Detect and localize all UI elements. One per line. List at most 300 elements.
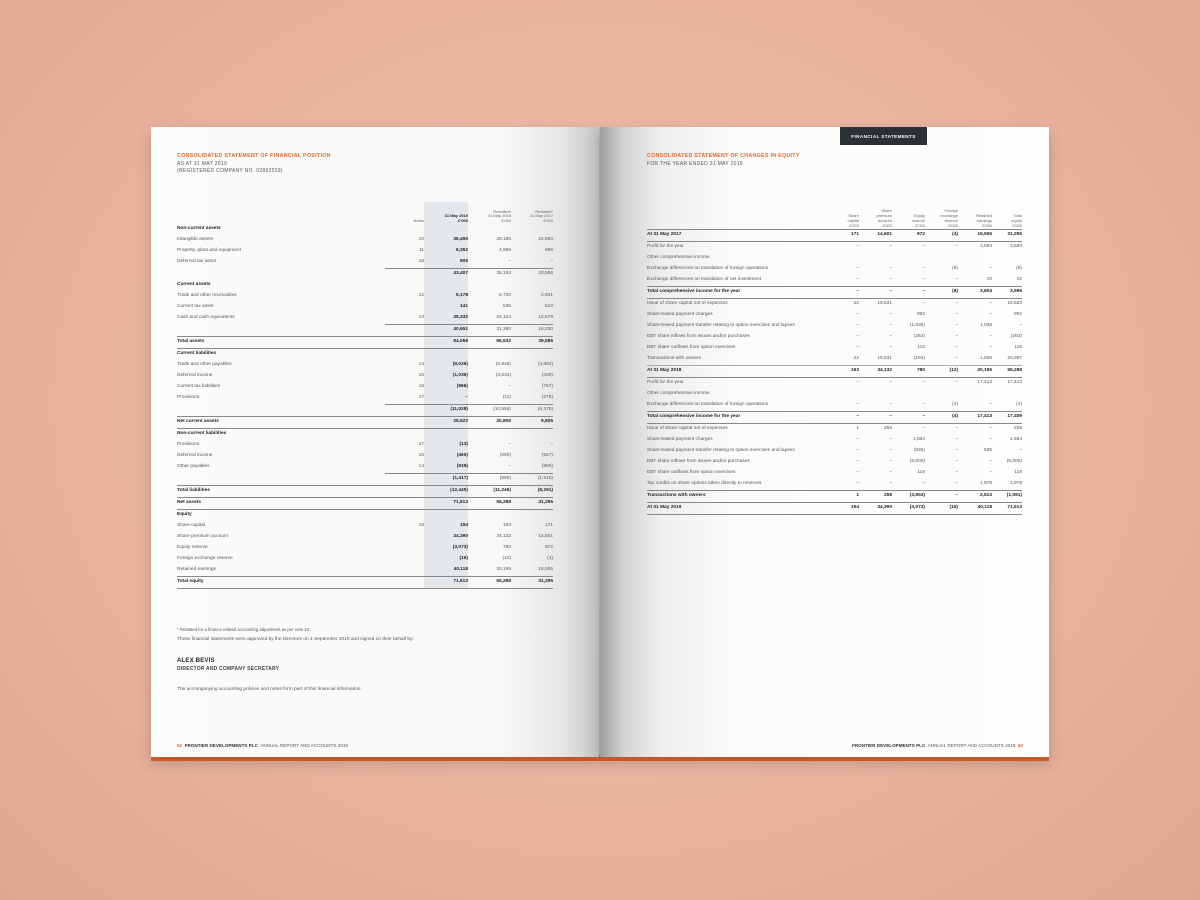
row-label: Profit for the year: [647, 243, 684, 249]
row-value: (1,036): [424, 371, 468, 382]
row-value: 696: [544, 248, 553, 254]
row-value: –: [889, 401, 892, 407]
row-value: (5,929): [495, 362, 511, 368]
row-value: –: [856, 436, 859, 442]
row-value: –: [859, 411, 892, 423]
row-value: (439): [541, 373, 553, 379]
row-value: 23,556: [511, 269, 553, 281]
row-value: –: [989, 401, 992, 407]
table-row: [177, 313, 553, 325]
row-value: 40,118: [424, 565, 468, 577]
row-value: [958, 253, 992, 264]
row-label: At 31 May 2019: [647, 502, 815, 514]
row-label: Total liabilities: [177, 486, 385, 498]
row-label: Non-current assets: [177, 226, 221, 232]
row-value: –: [955, 379, 958, 385]
table-row: [647, 332, 1022, 343]
row-value: –: [955, 276, 958, 282]
row-value: (465): [424, 451, 468, 462]
row-value: [424, 224, 468, 235]
row-value: (263): [1010, 333, 1022, 339]
column-header-equity-reserve: Equity reserve £'000: [911, 213, 925, 228]
row-value: 43,407: [424, 269, 468, 281]
row-value: –: [889, 333, 892, 339]
open-report-book: [151, 127, 1049, 763]
row-value: 171: [544, 523, 553, 529]
row-value: [511, 510, 553, 522]
row-note: [385, 224, 424, 235]
row-note: [385, 577, 424, 589]
row-value: 1,564: [912, 436, 925, 442]
right-page-number: 63: [1017, 743, 1023, 748]
table-row: [647, 310, 1022, 321]
row-value: 780: [892, 365, 925, 377]
row-value: –: [856, 447, 859, 453]
row-value: 71,613: [424, 498, 468, 510]
row-value: –: [508, 464, 511, 470]
row-value: 1,978: [1009, 480, 1022, 486]
row-label: [177, 325, 385, 337]
table-row: [647, 468, 1022, 479]
row-value: –: [856, 311, 859, 317]
row-value: –: [955, 425, 958, 431]
row-label: At 31 May 2017: [647, 229, 815, 241]
row-value: 1,036: [958, 354, 992, 366]
row-value: –: [508, 442, 511, 448]
row-value: –: [550, 259, 553, 265]
row-value: –: [1019, 447, 1022, 453]
row-value: 31,295: [511, 498, 553, 510]
row-label: Equity reserve: [177, 545, 208, 551]
row-label: Deferred tax asset: [177, 259, 217, 265]
row-value: (767): [541, 384, 553, 390]
table-row: [177, 554, 553, 565]
row-note: [385, 532, 424, 543]
row-value: 992: [916, 311, 925, 317]
row-value: (535): [913, 447, 925, 453]
row-value: [892, 253, 925, 264]
row-note: [385, 543, 424, 554]
table-row: [647, 411, 1022, 423]
row-value: (12,445): [424, 486, 468, 498]
row-label: Net current assets: [177, 417, 385, 429]
row-value: (275): [541, 395, 553, 401]
row-value: (4): [547, 556, 553, 562]
row-label: Equity: [177, 512, 192, 518]
right-footer-report: ANNUAL REPORT AND ACCOUNTS 2019: [927, 743, 1016, 748]
table-row: [177, 280, 553, 291]
row-label: Transactions with owners: [647, 354, 815, 366]
row-value: –: [1019, 322, 1022, 328]
column-header-2019: 31 May 2019 £'000: [424, 202, 468, 224]
row-note: [385, 349, 424, 361]
table-row: [177, 269, 553, 281]
table-row: [177, 405, 553, 417]
signatory-role: DIRECTOR AND COMPANY SECRETARY: [177, 666, 280, 672]
row-value: (192): [892, 354, 925, 366]
row-value: [511, 349, 553, 361]
row-value: –: [922, 480, 925, 486]
row-value: –: [856, 322, 859, 328]
row-value: –: [955, 311, 958, 317]
row-value: (11,246): [468, 486, 511, 498]
table-row: [177, 325, 553, 337]
row-label: Deferred income: [177, 373, 213, 379]
row-value: –: [508, 259, 511, 265]
left-page: [151, 127, 599, 757]
row-value: (8,291): [511, 486, 553, 498]
row-value: (1,417): [424, 474, 468, 486]
row-value: –: [856, 265, 859, 271]
table-row: [177, 246, 553, 257]
row-value: (11,028): [424, 405, 468, 417]
table-row: [177, 474, 553, 486]
row-value: 40,651: [424, 325, 468, 337]
table-row: [647, 321, 1022, 332]
row-value: 3,596: [992, 286, 1022, 298]
row-value: (3,853): [892, 490, 925, 502]
row-label: Exchange differences on translation of net investment: [647, 276, 762, 282]
row-note: 13: [418, 315, 424, 321]
row-value: –: [424, 393, 468, 405]
row-value: (5,000): [909, 458, 925, 464]
table-row: [177, 393, 553, 405]
row-value: 10: [1016, 276, 1022, 282]
column-header-share-capital: Share capital £'000: [847, 213, 859, 228]
row-value: 14,601: [859, 229, 892, 241]
financial-position-table: [177, 202, 553, 589]
row-value: 972: [544, 545, 553, 551]
row-value: –: [989, 469, 992, 475]
row-value: –: [989, 344, 992, 350]
row-value: –: [550, 442, 553, 448]
row-value: 115: [917, 344, 925, 350]
row-value: 1,978: [979, 480, 992, 486]
row-value: –: [922, 276, 925, 282]
row-value: –: [892, 286, 925, 298]
row-value: [468, 510, 511, 522]
left-page-subtitle-date: AS AT 31 MAY 2019: [177, 161, 228, 167]
row-value: –: [815, 411, 859, 423]
row-value: 194: [424, 521, 468, 532]
row-value: 14,601: [538, 534, 553, 540]
row-value: 29,623: [424, 417, 468, 429]
row-label: Current tax liabilities: [177, 384, 221, 390]
table-row: [177, 235, 553, 246]
row-value: 992: [1013, 311, 1022, 317]
row-value: 17,413: [977, 379, 992, 385]
table-row: [647, 423, 1022, 435]
row-value: (12): [502, 556, 511, 562]
row-label: Profit for the year: [647, 379, 684, 385]
row-value: 10: [986, 276, 992, 282]
table-row: [177, 302, 553, 313]
row-value: [468, 349, 511, 361]
left-page-title: CONSOLIDATED STATEMENT OF FINANCIAL POSITION: [177, 153, 331, 159]
row-value: –: [922, 300, 925, 306]
row-label: Share-based payment charges: [647, 311, 713, 317]
row-value: 22: [815, 354, 859, 366]
row-value: –: [889, 265, 892, 271]
column-header-fx-reserve: Foreign exchange reserve £'000: [940, 208, 958, 228]
row-value: –: [989, 333, 992, 339]
row-label: Share capital: [177, 523, 205, 529]
row-value: (3,073): [424, 543, 468, 554]
table-row: [177, 382, 553, 393]
row-note: [385, 554, 424, 565]
row-value: 22: [853, 300, 859, 306]
table-row: [177, 565, 553, 577]
row-note: 15: [418, 453, 424, 459]
table-row: [177, 257, 553, 269]
row-value: (8): [1016, 265, 1022, 271]
row-value: 16,030: [511, 325, 553, 337]
right-page: [600, 127, 1049, 757]
row-value: 3,604: [958, 286, 992, 298]
table-row: [647, 241, 1022, 253]
row-value: –: [989, 436, 992, 442]
row-note: 11: [419, 248, 424, 254]
row-value: 34,390: [424, 532, 468, 543]
table-row: [647, 264, 1022, 275]
row-value: 118: [1014, 469, 1022, 475]
row-label: EBT share outflows from option exercises: [647, 469, 736, 475]
row-value: –: [889, 243, 892, 249]
row-label: [177, 474, 385, 486]
left-footer-company: FRONTIER DEVELOPMENTS PLC: [184, 743, 258, 748]
row-value: [511, 224, 553, 235]
row-label: Exchange differences on translation of foreign operations: [647, 401, 769, 407]
row-value: –: [856, 458, 859, 464]
row-value: –: [989, 311, 992, 317]
row-note: 18: [418, 259, 424, 265]
row-value: [468, 280, 511, 291]
row-value: (11): [502, 395, 511, 401]
table-row: [647, 400, 1022, 412]
row-label: Non-current liabilities: [177, 431, 227, 437]
row-note: 12: [418, 293, 424, 299]
row-label: Issue of share capital net of expenses: [647, 425, 728, 431]
row-value: 84,058: [424, 337, 468, 349]
row-label: Total comprehensive income for the year: [647, 411, 815, 423]
row-value: –: [856, 480, 859, 486]
row-value: –: [925, 490, 958, 502]
table-row: [647, 435, 1022, 446]
column-header-label: [177, 202, 385, 224]
right-page-title: CONSOLIDATED STATEMENT OF CHANGES IN EQUITY: [647, 153, 800, 159]
row-value: (16): [925, 502, 958, 514]
table-row: [647, 365, 1022, 377]
row-label: Total assets: [177, 337, 385, 349]
row-value: 972: [892, 229, 925, 241]
row-value: –: [889, 322, 892, 328]
row-value: (3,073): [892, 502, 925, 514]
row-note: [385, 565, 424, 577]
table-row: [647, 446, 1022, 457]
table-row: [177, 486, 553, 498]
row-value: 3,594: [1009, 243, 1022, 249]
row-value: 39,586: [511, 337, 553, 349]
table-row: [647, 286, 1022, 298]
row-value: [511, 429, 553, 441]
row-value: –: [856, 276, 859, 282]
row-value: 19,531: [859, 354, 892, 366]
table-row: [177, 224, 553, 235]
row-value: 31,295: [992, 229, 1022, 241]
row-value: (966): [424, 382, 468, 393]
row-value: [815, 253, 859, 264]
row-note: 15: [418, 373, 424, 379]
row-value: 2,513: [958, 490, 992, 502]
row-note: [385, 325, 424, 337]
row-value: 1,036: [979, 322, 992, 328]
row-label: Share premium account: [177, 534, 228, 540]
row-value: 19,553: [1007, 300, 1022, 306]
row-value: 535: [983, 447, 992, 453]
row-label: Other comprehensive income: [647, 390, 710, 396]
row-label: EBT share inflows from issues and/or purchases: [647, 333, 750, 339]
table-row: [177, 451, 553, 462]
approval-statement: These financial statements were approved by the Directors on 4 September 2019 and signed on their behalf by:: [177, 637, 414, 642]
row-value: (4): [925, 229, 958, 241]
row-value: [958, 389, 992, 400]
row-note: [385, 510, 424, 522]
row-value: 141: [424, 302, 468, 313]
column-header-2018: Restated* 31 May 2018 £'000: [487, 208, 511, 224]
row-note: [385, 417, 424, 429]
row-value: [511, 280, 553, 291]
row-value: [892, 389, 925, 400]
row-value: [925, 389, 958, 400]
row-value: –: [922, 401, 925, 407]
row-value: –: [955, 333, 958, 339]
table-row: [177, 417, 553, 429]
row-value: 258: [859, 490, 892, 502]
table-row: [177, 543, 553, 554]
row-value: –: [922, 379, 925, 385]
row-note: 10: [418, 237, 424, 243]
row-value: –: [856, 333, 859, 339]
row-label: EBT share inflows from issues and/or purchases: [647, 458, 750, 464]
row-value: –: [889, 311, 892, 317]
row-value: (6,375): [511, 405, 553, 417]
equity-column-header-label: [647, 203, 815, 229]
row-value: [424, 510, 468, 522]
row-value: –: [856, 469, 859, 475]
row-note: [385, 429, 424, 441]
table-row: [647, 502, 1022, 514]
row-value: 193: [502, 523, 511, 529]
row-note: [385, 280, 424, 291]
column-header-2017: Restated* 31 May 2017 £'000: [529, 208, 553, 224]
row-value: –: [889, 436, 892, 442]
row-value: (1,081): [992, 490, 1022, 502]
table-row: [647, 479, 1022, 491]
row-label: [177, 405, 385, 417]
row-value: 31,295: [511, 577, 553, 589]
right-page-subtitle: FOR THE YEAR ENDED 31 MAY 2019: [647, 161, 743, 167]
table-row: [177, 498, 553, 510]
left-page-number: 62: [177, 743, 183, 748]
row-value: –: [955, 344, 958, 350]
row-value: 2,941: [540, 293, 553, 299]
row-label: Other payables: [177, 464, 210, 470]
row-value: 15,555: [958, 229, 992, 241]
table-row: [177, 337, 553, 349]
row-value: 71,613: [424, 577, 468, 589]
row-value: (8): [925, 286, 958, 298]
row-value: (690): [499, 453, 511, 459]
row-value: 115: [1014, 344, 1022, 350]
row-value: –: [955, 243, 958, 249]
row-value: –: [922, 425, 925, 431]
row-value: (4): [1016, 401, 1022, 407]
policies-note: The accompanying accounting policies and notes form part of this financial information.: [177, 687, 362, 692]
row-label: At 31 May 2018: [647, 365, 815, 377]
row-value: (3,634): [495, 373, 511, 379]
row-label: Tax credits on share options taken directly to reserves: [647, 480, 762, 486]
row-value: –: [955, 469, 958, 475]
row-value: –: [889, 458, 892, 464]
row-note: [385, 474, 424, 486]
right-page-footer: [852, 743, 1023, 748]
row-label: Transactions with owners: [647, 490, 815, 502]
row-label: Intangible assets: [177, 237, 214, 243]
row-value: [925, 253, 958, 264]
row-value: –: [925, 354, 958, 366]
row-value: 1: [815, 490, 859, 502]
row-label: Net assets: [177, 498, 385, 510]
row-value: [424, 280, 468, 291]
row-value: –: [889, 276, 892, 282]
table-row: [647, 389, 1022, 400]
row-value: 71,613: [992, 502, 1022, 514]
row-label: Foreign exchange reserve: [177, 556, 233, 562]
right-footer-company: FRONTIER DEVELOPMENTS PLC: [852, 743, 926, 748]
row-value: –: [989, 425, 992, 431]
row-value: 780: [502, 545, 511, 551]
row-value: 55,288: [992, 365, 1022, 377]
row-value: –: [922, 243, 925, 249]
column-header-retained-earnings: Retained earnings £'000: [975, 213, 992, 228]
table-row: [177, 440, 553, 451]
row-value: 35,152: [468, 269, 511, 281]
table-row: [177, 521, 553, 532]
row-value: 605: [424, 257, 468, 269]
row-value: 3,594: [979, 243, 992, 249]
row-value: 12,579: [538, 315, 553, 321]
row-value: –: [955, 300, 958, 306]
row-value: (1,036): [909, 322, 925, 328]
row-value: 118: [917, 469, 925, 475]
row-label: Total equity: [177, 577, 385, 589]
row-value: [992, 253, 1022, 264]
row-value: [859, 389, 892, 400]
row-label: Current assets: [177, 282, 211, 288]
row-value: (12): [925, 365, 958, 377]
changes-in-equity-table: [647, 203, 1022, 515]
row-note: [385, 486, 424, 498]
row-value: (16): [424, 554, 468, 565]
row-value: –: [989, 265, 992, 271]
row-note: 16: [418, 384, 424, 390]
row-value: 1: [856, 425, 859, 431]
row-label: [177, 269, 385, 281]
row-value: 15,555: [538, 567, 553, 573]
row-value: [468, 429, 511, 441]
row-label: Total comprehensive income for the year: [647, 286, 815, 298]
row-value: –: [815, 286, 859, 298]
